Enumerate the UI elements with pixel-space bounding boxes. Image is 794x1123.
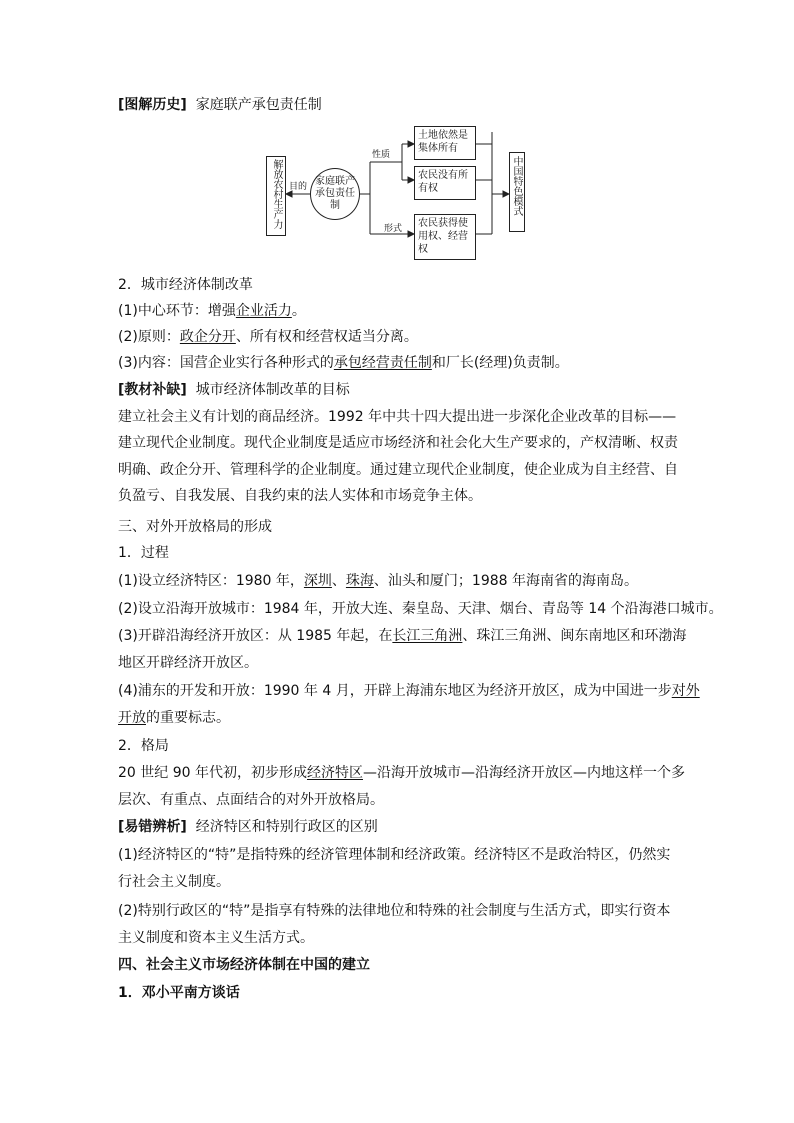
item-text: (1)设立经济特区：1980 年， — [118, 573, 304, 589]
underlined-term: 珠海 — [345, 573, 374, 589]
concept-diagram — [262, 122, 534, 264]
underlined-term: 承包经营责任制 — [333, 355, 432, 371]
confusion-title: 经济特区和特别行政区的区别 — [195, 819, 378, 835]
supplement-tag: [教材补缺] — [118, 382, 187, 398]
item-text: 。 — [291, 303, 306, 319]
city-reform-item-3 — [118, 354, 569, 372]
supplement-line-4: 负盈亏、自我发展、自我约束的法人实体和市场竞争主体。 — [118, 488, 482, 504]
underlined-term: 开放 — [118, 710, 146, 726]
diagram-connectors — [262, 122, 534, 264]
item-text: 、所有权和经营权适当分离。 — [235, 329, 418, 345]
process-item-3 — [118, 627, 686, 645]
supplement-title: 城市经济体制改革的目标 — [195, 382, 350, 398]
supplement-heading — [118, 381, 350, 399]
item-text: 20 世纪 90 年代初，初步形成 — [118, 765, 307, 781]
diagram-section-heading — [118, 96, 322, 114]
diagram-box-no-ownership: 农民没有所有权 — [414, 166, 476, 200]
supplement-line-3: 明确、政企分开、管理科学的企业制度。通过建立现代企业制度，使企业成为自主经营、自 — [118, 462, 678, 478]
item-text: 、珠江三角洲、闽东南地区和环渤海 — [462, 628, 687, 644]
underlined-term: 经济特区 — [306, 765, 363, 781]
underlined-term: 长江三角洲 — [392, 628, 463, 644]
process-item-1 — [118, 572, 638, 590]
confusion-heading — [118, 818, 378, 836]
form-label: 形式 — [384, 224, 403, 234]
section-title: 家庭联产承包责任制 — [195, 97, 322, 113]
supplement-line-1: 建立社会主义有计划的商品经济。1992 年中共十四大提出进一步深化企业改革的目标—— — [118, 409, 677, 425]
item-text: 、汕头和厦门；1988 年海南省的海南岛。 — [373, 573, 638, 589]
process-heading: 1．过程 — [118, 545, 169, 561]
underlined-term: 企业活力 — [235, 303, 292, 319]
process-item-4-cont — [118, 709, 230, 727]
section-tag: [图解历史] — [118, 97, 187, 113]
confusion-item-1-cont: 行社会主义制度。 — [118, 874, 230, 890]
diagram-center-circle: 家庭联产承包责任制 — [310, 168, 360, 220]
item-text: (2)原则： — [118, 329, 180, 345]
diagram-box-land: 土地依然是集体所有 — [414, 126, 476, 160]
item-text: 的重要标志。 — [146, 710, 230, 726]
confusion-item-2: (2)特别行政区的“特”是指享有特殊的法律地位和特殊的社会制度与生活方式，即实行资本 — [118, 903, 671, 919]
underlined-term: 政企分开 — [179, 329, 236, 345]
process-item-3-cont: 地区开辟经济开放区。 — [118, 655, 258, 671]
item-text: 和厂长(经理)负责制。 — [431, 355, 569, 371]
city-reform-heading: 2．城市经济体制改革 — [118, 277, 253, 293]
pattern-heading: 2．格局 — [118, 738, 169, 754]
diagram-right-box: 中国特色模式 — [509, 152, 525, 232]
underlined-term: 深圳 — [303, 573, 332, 589]
item-text: 、 — [331, 573, 346, 589]
confusion-tag: [易错辨析] — [118, 819, 187, 835]
opening-heading: 三、对外开放格局的形成 — [118, 519, 272, 535]
item-text: (3)内容：国营企业实行各种形式的 — [118, 355, 334, 371]
market-subheading: 1．邓小平南方谈话 — [118, 985, 240, 1001]
pattern-line-1 — [118, 764, 685, 782]
market-heading: 四、社会主义市场经济体制在中国的建立 — [118, 957, 370, 973]
item-text: —沿海开放城市—沿海经济开放区—内地这样一个多 — [362, 765, 685, 781]
process-item-2: (2)设立沿海开放城市：1984 年，开放大连、秦皇岛、天津、烟台、青岛等 14 个沿海港口城市。 — [118, 601, 723, 617]
purpose-label: 目的 — [289, 182, 308, 192]
city-reform-item-2 — [118, 328, 418, 346]
item-text: (4)浦东的开发和开放：1990 年 4 月，开辟上海浦东地区为经济开放区，成为中国进一步 — [118, 683, 672, 699]
diagram-box-usage-rights: 农民获得使用权、经营权 — [414, 214, 476, 260]
item-text: (3)开辟沿海经济开放区：从 1985 年起，在 — [118, 628, 393, 644]
underlined-term: 对外 — [671, 683, 700, 699]
city-reform-item-1 — [118, 302, 306, 320]
pattern-line-2: 层次、有重点、点面结合的对外开放格局。 — [118, 792, 384, 808]
diagram-left-box: 解放农村生产力 — [266, 156, 286, 236]
confusion-item-1: (1)经济特区的“特”是指特殊的经济管理体制和经济政策。经济特区不是政治特区，仍然实 — [118, 847, 671, 863]
confusion-item-2-cont: 主义制度和资本主义生活方式。 — [118, 930, 314, 946]
process-item-4 — [118, 682, 700, 700]
nature-label: 性质 — [372, 150, 391, 160]
item-text: (1)中心环节：增强 — [118, 303, 236, 319]
supplement-line-2: 建立现代企业制度。现代企业制度是适应市场经济和社会化大生产要求的，产权清晰、权责 — [118, 435, 678, 451]
